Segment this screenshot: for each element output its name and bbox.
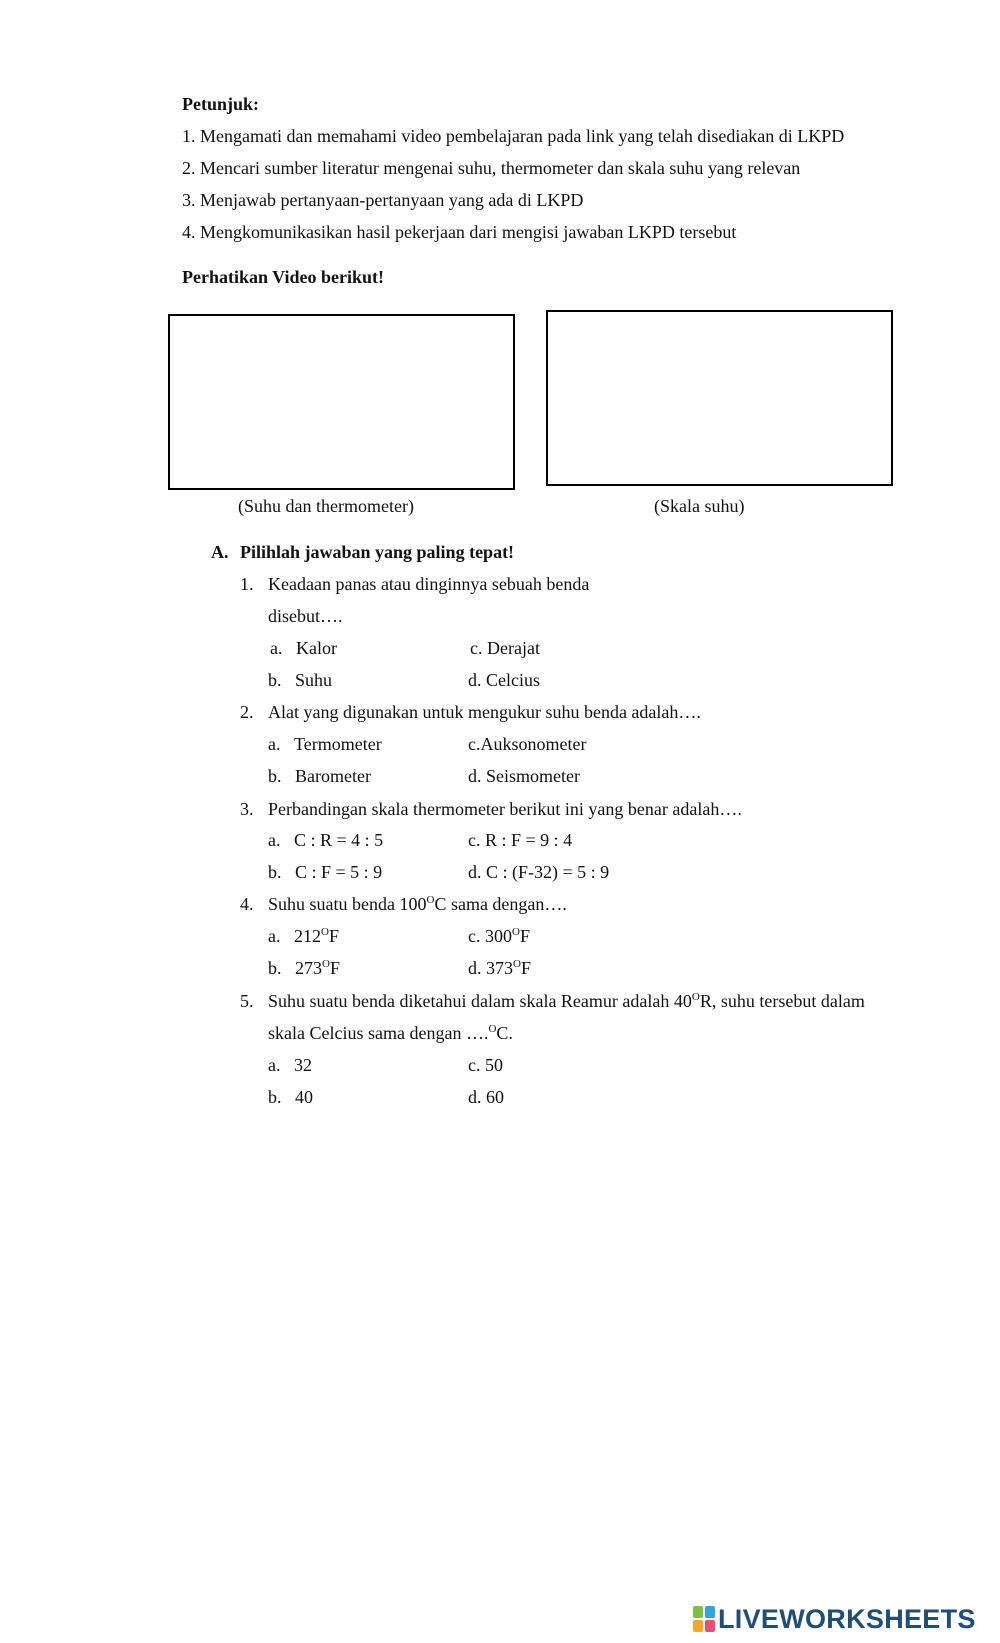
option-d[interactable]	[468, 670, 540, 691]
option-letter: a.	[268, 734, 281, 754]
question-text-part: skala Celcius sama dengan ….	[268, 1023, 489, 1043]
option-text: Seismometer	[486, 766, 580, 786]
option-letter: a.	[268, 926, 281, 946]
option-letter: b.	[268, 862, 282, 882]
option-text: Termometer	[294, 734, 382, 754]
instruction-item: 3. Menjawab pertanyaan-pertanyaan yang ada di LKPD	[182, 190, 584, 210]
option-a[interactable]	[268, 734, 382, 755]
section-title: Pilihlah jawaban yang paling tepat!	[240, 542, 515, 562]
option-text: Derajat	[487, 638, 540, 658]
option-text: Suhu	[295, 670, 333, 690]
instruction-item: 4. Mengkomunikasikan hasil pekerjaan dari mengisi jawaban LKPD tersebut	[182, 222, 737, 242]
option-value: 373	[486, 958, 513, 978]
question-number: 2.	[240, 702, 254, 722]
option-text: C : F = 5 : 9	[295, 862, 383, 882]
question-text-part: Suhu suatu benda diketahui dalam skala Reamur adalah 40	[268, 991, 692, 1011]
option-text: 60	[486, 1087, 504, 1107]
option-text: Celcius	[486, 670, 540, 690]
option-d[interactable]	[468, 766, 580, 787]
video-player-skala-suhu[interactable]	[546, 310, 893, 486]
video-section-heading: Perhatikan Video berikut!	[182, 267, 385, 287]
option-letter: a.	[268, 1055, 281, 1075]
option-text: Barometer	[295, 766, 371, 786]
option-letter: d.	[468, 670, 482, 690]
option-letter: c.	[468, 1055, 481, 1075]
question-number: 1.	[240, 574, 254, 594]
option-letter: c.	[468, 734, 481, 754]
option-a[interactable]	[270, 638, 337, 659]
option-value: 273	[295, 958, 322, 978]
option-letter: d.	[468, 766, 482, 786]
logo-square-icon	[693, 1606, 703, 1618]
question-text	[268, 894, 567, 915]
option-b[interactable]	[268, 766, 371, 787]
question-text-part: R, suhu tersebut dalam	[699, 991, 865, 1011]
section-label: A.	[211, 542, 229, 562]
option-c[interactable]	[468, 830, 572, 851]
option-letter: a.	[270, 638, 283, 658]
option-a[interactable]	[268, 1055, 312, 1076]
option-letter: b.	[268, 670, 282, 690]
question-text: Alat yang digunakan untuk mengukur suhu benda adalah….	[268, 702, 701, 722]
question-number: 4.	[240, 894, 254, 914]
instruction-item: 2. Mencari sumber literatur mengenai suhu, thermometer dan skala suhu yang relevan	[182, 158, 801, 178]
option-a[interactable]	[268, 926, 339, 947]
option-text: C : (F-32) = 5 : 9	[486, 862, 610, 882]
option-a[interactable]	[268, 830, 383, 851]
option-text: 32	[294, 1055, 312, 1075]
option-c[interactable]	[468, 1055, 503, 1076]
question-text: disebut….	[268, 606, 343, 626]
option-letter: a.	[268, 830, 281, 850]
option-b[interactable]	[268, 958, 340, 979]
question-text-part: C sama dengan….	[434, 894, 567, 914]
liveworksheets-icon	[693, 1606, 715, 1632]
option-d[interactable]	[468, 958, 531, 979]
option-b[interactable]	[268, 670, 332, 691]
question-text	[268, 1023, 513, 1044]
video-caption: (Skala suhu)	[654, 496, 745, 516]
degree-superscript: O	[488, 1023, 497, 1035]
degree-superscript: O	[321, 926, 329, 938]
option-value: 212	[294, 926, 321, 946]
option-text: R : F = 9 : 4	[485, 830, 573, 850]
option-d[interactable]	[468, 1087, 504, 1108]
option-text: 40	[295, 1087, 313, 1107]
option-text: 50	[485, 1055, 503, 1075]
option-unit: F	[329, 958, 340, 978]
option-text: C : R = 4 : 5	[294, 830, 384, 850]
option-letter: c.	[468, 926, 481, 946]
option-text: Auksonometer	[480, 734, 587, 754]
question-text	[268, 991, 865, 1012]
option-c[interactable]	[468, 734, 586, 755]
question-text-part: C.	[496, 1023, 513, 1043]
option-unit: F	[520, 958, 531, 978]
option-b[interactable]	[268, 862, 382, 883]
option-letter: b.	[268, 1087, 282, 1107]
question-text: Perbandingan skala thermometer berikut ini yang benar adalah….	[268, 799, 742, 819]
degree-superscript: O	[322, 958, 330, 970]
option-b[interactable]	[268, 1087, 313, 1108]
option-value: 300	[485, 926, 512, 946]
question-text: Keadaan panas atau dinginnya sebuah benda	[268, 574, 590, 594]
option-d[interactable]	[468, 862, 609, 883]
option-unit: F	[328, 926, 339, 946]
question-number: 3.	[240, 799, 254, 819]
degree-superscript: O	[513, 958, 521, 970]
option-unit: F	[519, 926, 530, 946]
instructions-heading: Petunjuk:	[182, 94, 260, 114]
option-letter: c.	[470, 638, 483, 658]
logo-square-icon	[705, 1620, 715, 1632]
logo-square-icon	[693, 1620, 703, 1632]
logo-square-icon	[705, 1606, 715, 1618]
option-letter: d.	[468, 862, 482, 882]
option-letter: b.	[268, 958, 282, 978]
video-caption: (Suhu dan thermometer)	[238, 496, 414, 516]
option-c[interactable]	[468, 926, 530, 947]
question-number: 5.	[240, 991, 254, 1011]
degree-superscript: O	[426, 894, 435, 906]
option-letter: d.	[468, 958, 482, 978]
option-c[interactable]	[470, 638, 540, 659]
option-text: Kalor	[296, 638, 337, 658]
option-letter: c.	[468, 830, 481, 850]
degree-superscript: O	[691, 991, 700, 1003]
question-text-part: Suhu suatu benda 100	[268, 894, 427, 914]
liveworksheets-logo	[693, 1604, 976, 1634]
logo-text: LIVEWORKSHEETS	[718, 1603, 976, 1634]
instruction-item: 1. Mengamati dan memahami video pembelajaran pada link yang telah disediakan di LKPD	[182, 126, 845, 146]
option-letter: b.	[268, 766, 282, 786]
degree-superscript: O	[512, 926, 520, 938]
option-letter: d.	[468, 1087, 482, 1107]
video-player-suhu-thermometer[interactable]	[168, 314, 515, 490]
